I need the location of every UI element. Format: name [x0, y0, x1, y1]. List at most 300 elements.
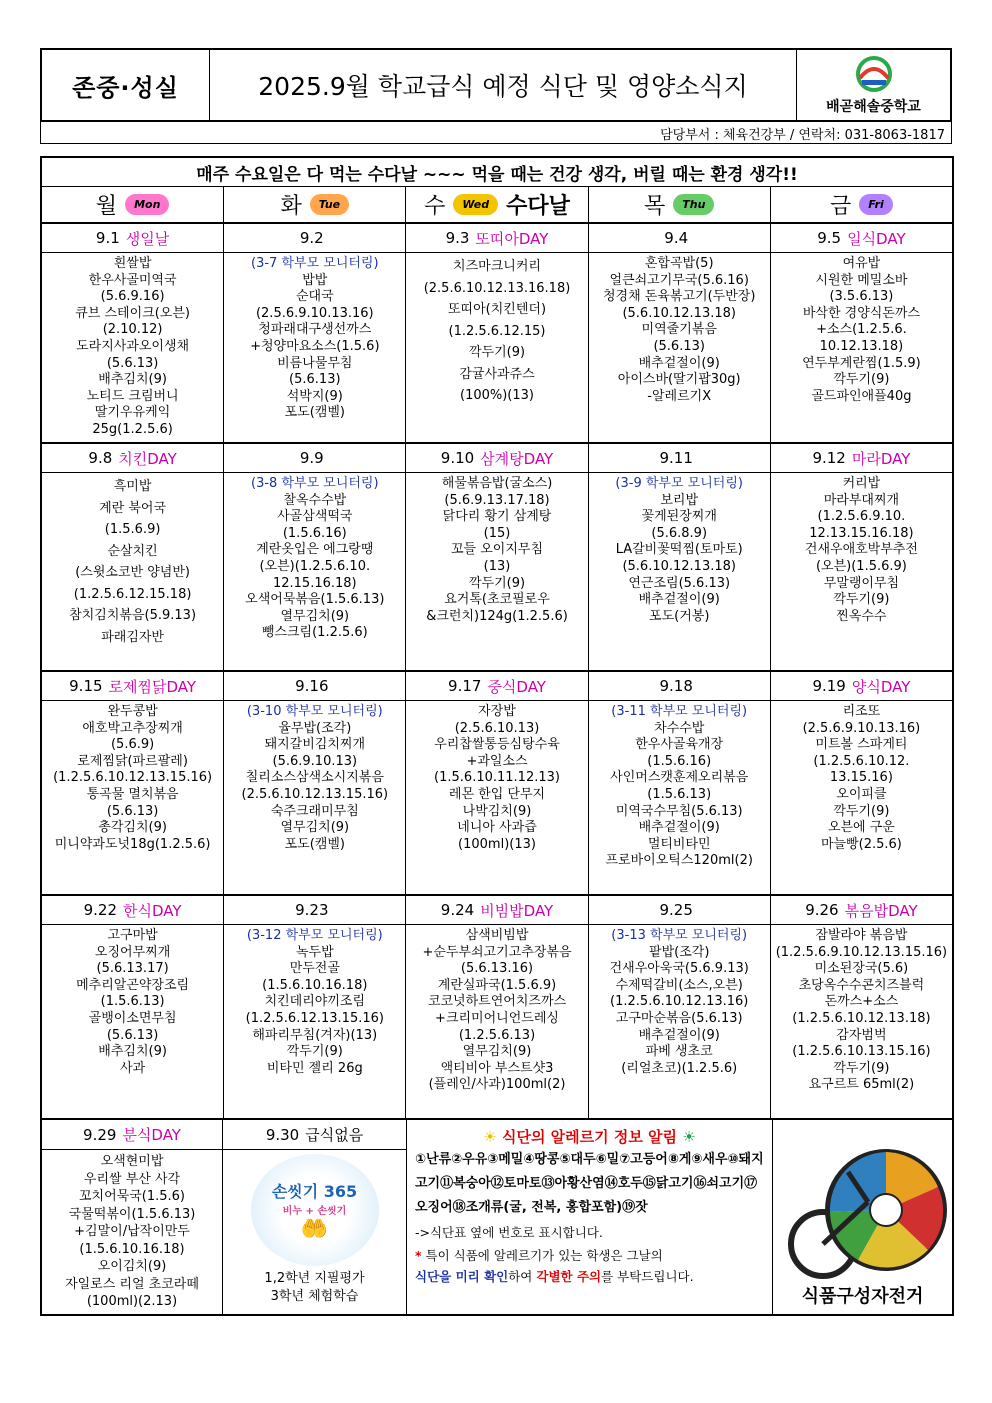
- menu-item: (1.5.6.10.16.18): [79, 1241, 185, 1257]
- menu-item: 보리밥: [660, 492, 699, 508]
- menu-item: 포도(캠벨): [284, 405, 345, 421]
- date-label: 9.15: [69, 677, 103, 695]
- menu-item: (5.6.13): [106, 803, 159, 819]
- menu-item: -알레르기X: [647, 388, 712, 404]
- menu-cell: [224, 253, 406, 442]
- menu-item: 파베 생초코: [645, 1044, 713, 1060]
- menu-item: 석박지(9): [286, 388, 343, 404]
- menu-cell: [406, 925, 588, 1118]
- menu-item: (2.5.6.10.12.13.15.16): [241, 786, 389, 802]
- menu-item: 포도(거봉): [649, 608, 710, 624]
- menu-item: (5.6.13.17): [96, 961, 169, 977]
- menu-item: 만두전골: [289, 961, 340, 977]
- menu-item: (1.5.6.16): [647, 753, 712, 769]
- date-cell: [42, 896, 224, 924]
- menu-item: 청경채 돈육볶고기(두반장): [603, 289, 756, 305]
- date-label: 9.22: [83, 901, 118, 919]
- date-label: 9.17: [448, 677, 482, 695]
- menu-item: 오색현미밥: [100, 1154, 164, 1169]
- event-label: 양식DAY: [851, 677, 911, 696]
- menu-item: 찐옥수수: [836, 608, 887, 624]
- date-label: 9.30: [265, 1125, 300, 1144]
- event-label: 로제찜닭DAY: [108, 677, 197, 696]
- date-header: [42, 1120, 222, 1150]
- handwash-title: 손씻기 365: [271, 1181, 358, 1201]
- menu-cell: [771, 925, 952, 1118]
- menu-item: 25g(1.2.5.6): [92, 421, 173, 437]
- menu-item: 삼색비빔밥: [465, 928, 529, 943]
- date-cell: [406, 896, 588, 924]
- warn-text: 하여: [508, 1269, 533, 1284]
- menu-item: 깍두기(9): [468, 345, 526, 360]
- menu-list: [42, 1150, 222, 1314]
- menu-item: 사과: [120, 1060, 146, 1076]
- date-cell: [771, 224, 952, 252]
- allergy-warning: [415, 1245, 764, 1287]
- school-motto: 존중·성실: [42, 50, 210, 120]
- weeks-container: [42, 223, 952, 1119]
- handwash-icon: [251, 1154, 379, 1266]
- allergy-list: ①난류②우유③메밀④땅콩⑤대두⑥밀⑦고등어⑧게⑨새우⑩돼지고기⑪복숭아⑫토마토⑬아황산염⑭호두⑮닭고기⑯쇠고기⑰오징어⑱조개류(굴, 전복, 홍합포함)⑲잣: [415, 1152, 764, 1215]
- menu-item: LA갈비꽃떡찜(토마토): [615, 542, 743, 558]
- menu-item: 배추겉절이(9): [638, 592, 720, 608]
- menu-item: 코코넛하트연어치즈까스: [427, 994, 567, 1010]
- event-label: 급식없음: [305, 1126, 364, 1144]
- menu-item: (13): [483, 558, 511, 574]
- menu-item: 12.13.15.16.18): [809, 525, 914, 541]
- menu-item: (1.2.5.6.13): [458, 1027, 536, 1043]
- menu-item: 국물떡볶이(1.5.6.13): [68, 1206, 196, 1222]
- event-label: 생일날: [125, 229, 170, 248]
- menu-item: 열무김치(9): [280, 608, 350, 624]
- menu-item: 나박김치(9): [462, 803, 532, 819]
- menu-item: 오이김치(9): [97, 1259, 167, 1274]
- menu-row: [42, 473, 952, 671]
- menu-item: 큐브 스테이크(오븐): [75, 305, 190, 321]
- weekday-kr: 수: [424, 194, 446, 219]
- event-label: 일식DAY: [847, 229, 906, 248]
- menu-item: 미트볼 스파게티: [815, 737, 908, 753]
- allergy-title: [415, 1126, 764, 1148]
- monitoring-note: (3-12 학부모 모니터링): [246, 928, 383, 943]
- date-label: 9.5: [817, 229, 842, 247]
- menu-item: 계란옷입은 에그랑땡: [256, 542, 374, 558]
- menu-item: 깍두기(9): [468, 575, 526, 591]
- menu-item: 칠리소스삼색소시지볶음: [245, 770, 384, 786]
- menu-item: (1.2.5.6.12.13.15.16): [245, 1010, 384, 1026]
- sun-icon: ☀: [483, 1128, 497, 1146]
- menu-item: (1.5.6.16): [282, 525, 347, 541]
- menu-cell: [406, 701, 588, 894]
- meal-calendar: [40, 156, 954, 1316]
- menu-item: (100%)(13): [460, 388, 534, 403]
- date-cell: [589, 672, 771, 700]
- menu-item: (5.6.9.10.13): [272, 753, 358, 769]
- monitoring-note: (3-7 학부모 모니터링): [251, 256, 379, 271]
- menu-item: (3.5.6.13): [829, 289, 894, 305]
- menu-item: 레몬 한입 단무지: [448, 786, 546, 802]
- menu-item: 아이스바(딸기팝30g): [617, 372, 741, 388]
- menu-item: 참치김치볶음(5.9.13): [69, 608, 197, 623]
- menu-item: 뺑스크림(1.2.5.6): [261, 625, 368, 641]
- menu-item: 숙주크래미무침: [270, 803, 359, 819]
- menu-item: (1.2.5.6.10.13.15.16): [792, 1044, 931, 1060]
- menu-item: (1.2.5.6.10.12.13.16): [610, 994, 749, 1010]
- menu-cell: [224, 473, 406, 670]
- menu-cell: [406, 473, 588, 670]
- menu-item: +과일소스: [466, 753, 528, 769]
- menu-item: 사인머스캣훈제오리볶음: [610, 770, 749, 786]
- bike-caption: 식품구성자전거: [801, 1285, 924, 1307]
- menu-item: 마라부대찌개: [823, 492, 900, 508]
- menu-item: 배추겉절이(9): [638, 1027, 720, 1043]
- weekday-wed: [406, 187, 588, 222]
- menu-item: 골뱅이소면무침: [88, 1010, 177, 1026]
- menu-item: (5.6.13): [106, 355, 159, 371]
- monitoring-note: (3-8 학부모 모니터링): [251, 476, 379, 491]
- menu-cell: [224, 925, 406, 1118]
- menu-item: 미역줄기볶음: [641, 322, 717, 338]
- date-cell: [589, 896, 771, 924]
- menu-item: (1.5.6.10.11.12.13): [434, 770, 560, 786]
- page-title: 2025.9월 학교급식 예정 식단 및 영양소식지: [210, 50, 797, 120]
- menu-item: 수제떡갈비(소스,오븐): [615, 977, 743, 993]
- menu-item: (100ml)(13): [458, 836, 536, 852]
- caption-line: 3학년 체험학습: [270, 1289, 359, 1304]
- menu-item: (2.5.6.10.12.13.16.18): [423, 280, 571, 296]
- event-label: 볶음밥DAY: [844, 901, 918, 920]
- date-label: 9.16: [295, 677, 329, 695]
- menu-item: 찰옥수수밥: [283, 492, 347, 508]
- menu-item: 건새우아욱국(5.6.9.13): [609, 961, 749, 977]
- menu-cell: [406, 253, 588, 442]
- menu-cell: [42, 925, 224, 1118]
- menu-item: 노티드 크림버니: [86, 388, 179, 404]
- monitoring-note: (3-13 학부모 모니터링): [611, 928, 748, 943]
- date-cell: [42, 224, 224, 252]
- banner: 매주 수요일은 다 먹는 수다날 ~~~ 먹을 때는 건강 생각, 버릴 때는 환경 생각!!: [42, 158, 952, 187]
- menu-item: 흑미밥: [113, 479, 152, 494]
- menu-item: (5.6.13): [653, 338, 705, 354]
- date-cell: [771, 896, 952, 924]
- menu-item: 미역국수무침(5.6.13): [615, 803, 743, 819]
- event-label: 치킨DAY: [118, 449, 177, 468]
- menu-item: (1.2.5.6.12.15.18): [73, 586, 192, 602]
- menu-item: (스윗소코반 양념반): [75, 565, 190, 580]
- menu-item: 닭다리 황기 삼계탕: [442, 509, 552, 525]
- allergy-info: [407, 1120, 773, 1314]
- menu-item: 마늘빵(2.5.6): [820, 836, 902, 852]
- menu-item: (5.6.9.16): [100, 289, 165, 305]
- menu-item: 도라지사과오이생채: [76, 338, 190, 354]
- menu-item: 배추김치(9): [98, 1044, 167, 1060]
- weekday-en: Fri: [859, 194, 893, 215]
- menu-cell: [771, 253, 952, 442]
- menu-item: +소스(1.2.5.6.: [816, 322, 907, 338]
- menu-item: 얼큰쇠고기무국(5.6.16): [609, 272, 749, 288]
- menu-item: 밥밥: [302, 272, 328, 288]
- menu-item: 요거톡(초코필로우: [444, 592, 550, 608]
- date-label: 9.11: [659, 449, 693, 467]
- menu-item: 또띠아(치킨텐더): [447, 302, 547, 317]
- weekday-kr: 월: [95, 194, 118, 219]
- food-bicycle: [773, 1120, 952, 1314]
- department-contact: 담당부서 : 체육건강부 / 연락처: 031-8063-1817: [40, 122, 952, 144]
- event-label: 한식DAY: [123, 901, 182, 920]
- menu-item: 무말랭이무침: [823, 575, 900, 591]
- menu-item: (1.5.6.13): [647, 786, 712, 802]
- date-cell: [224, 896, 406, 924]
- last-week: [42, 1119, 952, 1314]
- menu-item: 고구마순볶음(5.6.13): [615, 1010, 743, 1026]
- date-cell: [406, 672, 588, 700]
- menu-item: 통곡물 멸치볶음: [86, 786, 179, 802]
- date-label: 9.8: [88, 449, 113, 467]
- menu-item: 골드파인애플40g: [811, 388, 912, 404]
- menu-item: (오븐)(1.5.6.9): [815, 558, 907, 574]
- warn-highlight: 식단을 미리 확인: [415, 1269, 509, 1284]
- menu-item: 파래김자반: [101, 629, 164, 645]
- allergy-note: ->식단표 옆에 번호로 표시합니다.: [415, 1225, 603, 1240]
- menu-item: 한우사골미역국: [88, 272, 177, 288]
- date-label: 9.19: [812, 677, 846, 695]
- header: [40, 48, 952, 122]
- weekday-mon: [42, 187, 224, 222]
- weekday-kr: 금: [830, 194, 852, 219]
- weekday-header: [42, 187, 952, 223]
- menu-item: 해물볶음밥(굴소스): [441, 476, 553, 491]
- menu-item: (5.6.10.12.13.18): [622, 558, 736, 574]
- date-label: 9.2: [299, 229, 324, 247]
- menu-item: (1.5.6.13): [100, 994, 165, 1010]
- menu-row: [42, 925, 952, 1119]
- day-9-30: [223, 1120, 407, 1314]
- hands-icon: 🤲: [300, 1216, 329, 1242]
- menu-item: 우리쌀 부산 사각: [83, 1171, 181, 1187]
- menu-item: 멀티비타민: [647, 836, 711, 852]
- menu-cell: [589, 473, 771, 670]
- menu-item: 딸기우유케익: [94, 405, 171, 421]
- menu-item: 깍두기(9): [833, 803, 890, 819]
- monitoring-note: (3-10 학부모 모니터링): [246, 704, 383, 719]
- event-label: 분식DAY: [122, 1126, 181, 1144]
- weekday-thu: [589, 187, 771, 222]
- menu-item: 해파리무침(겨자)(13): [252, 1027, 378, 1043]
- date-label: 9.25: [659, 901, 693, 919]
- menu-item: 비타민 젤리 26g: [266, 1060, 363, 1076]
- warn-text: 특이 식품에 알레르기가 있는 학생은 그날의: [425, 1248, 663, 1263]
- date-cell: [589, 224, 771, 252]
- monitoring-note: (3-9 학부모 모니터링): [615, 476, 743, 491]
- menu-item: (2.10.12): [102, 322, 163, 338]
- date-label: 9.24: [440, 901, 475, 919]
- menu-item: 리조또: [842, 704, 881, 719]
- menu-item: (1.2.5.6.10.12.13.15.16): [53, 770, 213, 786]
- menu-cell: [42, 701, 224, 894]
- food-bicycle-icon: [778, 1132, 948, 1282]
- date-label: 9.12: [812, 449, 846, 467]
- menu-item: (1.2.5.6.10.12.: [813, 753, 910, 769]
- menu-item: 깍두기(9): [286, 1044, 343, 1060]
- date-row: [42, 443, 952, 473]
- menu-item: 혼합곡밥(5): [644, 256, 714, 271]
- menu-item: 미소된장국(5.6): [814, 961, 909, 977]
- menu-item: 계란실파국(1.5.6.9): [437, 977, 557, 993]
- menu-item: 흰쌀밥: [113, 256, 152, 271]
- date-label: 9.1: [95, 229, 120, 247]
- allergy-title-text: 식단의 알레르기 정보 알림: [501, 1128, 678, 1146]
- menu-item: 메추리알곤약장조림: [76, 977, 190, 993]
- menu-item: 우리찹쌀통등심탕수육: [434, 737, 560, 753]
- menu-item: (5.6.9): [110, 737, 155, 753]
- menu-cell: [224, 701, 406, 894]
- menu-item: 미니약과도넛18g(1.2.5.6): [54, 836, 211, 852]
- menu-item: 12.15.16.18): [272, 575, 357, 591]
- menu-item: (1.2.5.6.10.12.13.18): [792, 1010, 931, 1026]
- date-cell: [771, 672, 952, 700]
- menu-item: 13.15.16): [829, 770, 893, 786]
- date-row: [42, 895, 952, 925]
- menu-item: 여유밥: [842, 256, 881, 271]
- menu-item: (2.5.6.10.13): [454, 720, 540, 736]
- menu-item: (100ml)(2.13): [86, 1294, 178, 1309]
- menu-item: 초당옥수수콘치즈블럭: [798, 977, 925, 993]
- menu-item: 애호박고추장찌개: [82, 720, 183, 736]
- weekday-kr: 화: [280, 194, 302, 219]
- menu-item: 치즈마크니커리: [453, 259, 541, 274]
- menu-item: 오색어묵볶음(1.5.6.13): [245, 592, 385, 608]
- school-name: 배곧해솔중학교: [826, 99, 921, 115]
- menu-item: 프로바이오틱스120ml(2): [605, 853, 753, 869]
- menu-item: (5.6.13): [106, 1027, 159, 1043]
- menu-item: 비름나물무침: [277, 355, 353, 371]
- menu-item: 10.12.13.18): [819, 338, 904, 354]
- menu-item: &크런치)124g(1.2.5.6): [426, 608, 568, 624]
- menu-item: (15): [483, 525, 511, 541]
- weekday-en: Tue: [310, 194, 349, 215]
- sun-icon: ☀: [682, 1128, 696, 1146]
- menu-item: (플레인/사과)100ml(2): [428, 1077, 566, 1093]
- menu-item: 오이피클: [836, 786, 887, 802]
- menu-item: 한우사골육개장: [635, 737, 724, 753]
- school-emblem-icon: [852, 54, 896, 94]
- date-cell: [42, 672, 224, 700]
- date-label: 9.4: [664, 229, 689, 247]
- menu-item: 건새우애호박부추전: [804, 542, 918, 558]
- menu-item: 열무김치(9): [280, 820, 350, 836]
- handwash-image: [223, 1150, 406, 1270]
- menu-item: (1.5.6.9): [104, 522, 161, 537]
- menu-item: +김말이/납작이만두: [74, 1224, 190, 1239]
- warn-star: *: [415, 1248, 422, 1263]
- menu-cell: [589, 253, 771, 442]
- menu-item: 감자범벅: [836, 1027, 887, 1043]
- sudanal-label: 수다날: [506, 194, 570, 219]
- menu-row: [42, 253, 952, 443]
- menu-item: 열무김치(9): [462, 1044, 532, 1060]
- date-cell: [42, 444, 224, 472]
- date-cell: [406, 444, 588, 472]
- date-row: [42, 223, 952, 253]
- menu-item: 배추김치(9): [98, 372, 167, 388]
- menu-item: 깍두기(9): [833, 1060, 890, 1076]
- menu-item: 자장밥: [478, 704, 516, 719]
- menu-item: 배추겉절이(9): [638, 355, 720, 371]
- date-label: 9.9: [299, 449, 324, 467]
- menu-item: 꽃게된장찌개: [641, 509, 717, 525]
- menu-item: (5.6.13): [289, 372, 341, 388]
- menu-item: (1.5.6.10.16.18): [262, 977, 368, 993]
- menu-item: 사골삼색떡국: [277, 509, 353, 525]
- menu-item: 네니아 사과즙: [457, 820, 537, 836]
- menu-item: 꼬들 오이지무침: [450, 542, 544, 558]
- weekday-en: Thu: [673, 194, 714, 215]
- event-label: 또띠아DAY: [475, 229, 549, 248]
- event-label: 삼계탕DAY: [480, 449, 554, 468]
- menu-item: +순두부쇠고기고추장볶음: [422, 944, 572, 960]
- caption: [223, 1270, 406, 1306]
- menu-item: (5.6.9.13.17.18): [444, 492, 550, 508]
- date-label: 9.23: [295, 901, 329, 919]
- menu-item: (5.6.13.16): [460, 961, 534, 977]
- menu-item: (리얼초코)(1.2.5.6): [621, 1060, 738, 1076]
- weekday-tue: [224, 187, 406, 222]
- menu-item: 팥밥(조각): [649, 944, 710, 960]
- menu-row: [42, 701, 952, 895]
- menu-cell: [771, 473, 952, 670]
- menu-item: 순대국: [295, 289, 334, 305]
- menu-item: 로제찜닭(파르팔레): [77, 753, 188, 769]
- menu-item: 연두부계란찜(1.5.9): [802, 355, 921, 371]
- menu-item: 배추겉절이(9): [638, 820, 720, 836]
- date-label: 9.10: [440, 449, 475, 467]
- menu-item: 포도(캠벨): [284, 836, 345, 852]
- menu-item: (2.5.6.9.10.13.16): [802, 720, 921, 736]
- menu-item: 깍두기(9): [833, 372, 890, 388]
- menu-cell: [42, 253, 224, 442]
- menu-item: 치킨데리야끼조림: [264, 994, 366, 1010]
- menu-item: 총각김치(9): [98, 820, 167, 836]
- menu-item: (2.5.6.9.10.13.16): [255, 305, 374, 321]
- date-label: 9.26: [805, 901, 839, 919]
- warn-text: 를 부탁드립니다.: [601, 1269, 694, 1284]
- menu-item: 오븐에 구운: [827, 820, 895, 836]
- weekday-en: Mon: [125, 194, 169, 215]
- menu-item: 차수수밥: [654, 720, 705, 736]
- event-label: 비빔밥DAY: [480, 901, 554, 920]
- date-label: 9.3: [445, 229, 470, 247]
- menu-item: 꼬치어묵국(1.5.6): [78, 1189, 185, 1204]
- date-header: [223, 1120, 406, 1150]
- date-cell: [589, 444, 771, 472]
- menu-item: 바삭한 경양식돈까스: [802, 305, 920, 321]
- menu-item: 완두콩밥: [107, 704, 158, 719]
- menu-item: 고구마밥: [107, 928, 158, 943]
- weekday-kr: 목: [643, 194, 666, 219]
- menu-item: 요구르트 65ml(2): [808, 1077, 915, 1093]
- menu-item: +크리미어니언드레싱: [435, 1010, 559, 1026]
- date-cell: [406, 224, 588, 252]
- school-logo: [797, 50, 950, 120]
- date-cell: [224, 224, 406, 252]
- date-label: 9.29: [83, 1125, 117, 1144]
- menu-item: 돈까스+소스: [824, 994, 899, 1010]
- menu-item: (1.2.5.6.9.10.12.13.15.16): [775, 944, 948, 960]
- menu-cell: [42, 473, 224, 670]
- menu-item: 오징어무찌개: [94, 944, 171, 960]
- menu-item: 자일로스 리얼 초코라떼: [65, 1276, 199, 1292]
- menu-item: 율무밥(조각): [278, 720, 352, 736]
